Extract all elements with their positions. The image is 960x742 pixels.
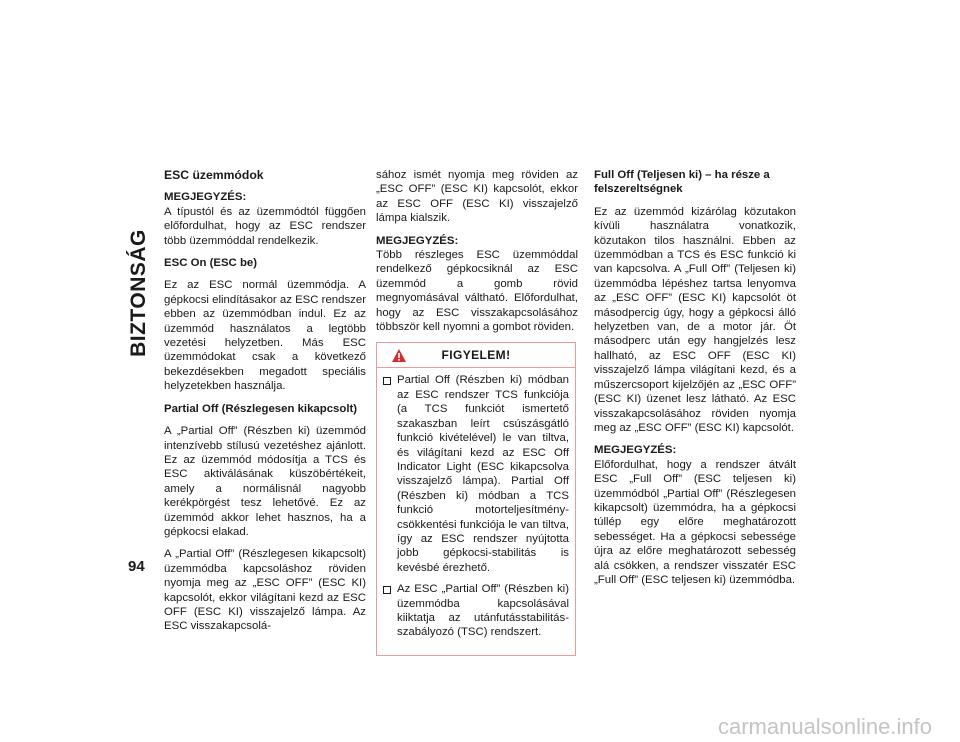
partial-off-text-2: A „Partial Off” (Részlegesen kikapcsolt) üzemmódba kapcsoláshoz röviden nyomja meg az „ESC OFF” (ESC KI) kapcsolót, ekkor világítani kezd az ESC OFF (ESC KI) visszajelző lámpa. Az ESC visszakapcsolá- — [164, 548, 366, 633]
column-3 — [594, 168, 796, 595]
warning-box — [376, 342, 576, 655]
note-text: A típustól és az üzemmódtól függően előfordulhat, hogy az ESC rendszer több üzemmóddal rendelkezik. — [164, 205, 366, 247]
full-off-text: Ez az üzemmód kizárólag közutakon kívüli használatra vonatkozik, közutakon tilos használni. Ebben az üzemmódban a TCS és ESC funkció ki van kapcsolva. A „Full Off” (Teljesen ki) üzemmódba lépéshez tartsa lenyomva az „ESC OFF” (ESC KI) kapcsolót öt másodpercig úgy, hogy a gépkocsi álló helyzetben van, de a motor jár. Öt másodperc után egy hangjelzés lesz hallható, az ESC OFF (ESC KI) visszajelző lámpa világítani kezd, és a műszercsoport kijelzőjén az „ESC OFF” (ESC KI) üzenet lesz látható. Az ESC visszakapcsolásához röviden nyomja meg az „ESC OFF” (ESC KI) kapcsolót. — [594, 205, 796, 434]
warning-header — [377, 343, 575, 368]
watermark: carmanualsonline.info — [717, 714, 932, 739]
warning-body — [377, 368, 575, 654]
section-side-tab — [124, 163, 154, 423]
warning-triangle-icon — [391, 347, 407, 371]
checkbox-bullet-icon — [383, 377, 391, 385]
esc-on-title: ESC On (ESC be) — [164, 257, 258, 270]
checkbox-bullet-icon — [383, 586, 391, 594]
warning-item-text: Az ESC „Partial Off” (Részben ki) üzemmódba kapcsolásával kiiktatja az utánfutásstabilitás-szabályozó (TSC) rendszert. — [397, 583, 569, 639]
partial-off-title: Partial Off (Részlegesen kikapcsolt) — [164, 402, 358, 415]
note-label: MEGJEGYZÉS: — [376, 234, 459, 247]
warning-item — [383, 373, 569, 575]
page-number: 94 — [128, 558, 145, 575]
column-1 — [164, 168, 366, 642]
section-label: BIZTONSÁG — [127, 229, 150, 357]
note-label: MEGJEGYZÉS: — [594, 444, 677, 457]
column-2 — [376, 168, 578, 656]
esc-on-text: Ez az ESC normál üzemmódja. A gépkocsi elindításakor az ESC rendszer ebben az üzemmódban indul. Ez az üzemmód használatos a legtöbb vezetési helyzetben. Más ESC üzemmódokat csak a következő bekezdésekben megadott speciális helyzetekben használja. — [164, 279, 366, 393]
note-2 — [376, 234, 578, 335]
warning-item — [383, 582, 569, 640]
continued-text: sához ismét nyomja meg röviden az „ESC OFF” (ESC KI) kapcsolót, ekkor az ESC OFF (ESC KI) visszajelző lámpa kialszik. — [376, 169, 578, 225]
full-off-title: Full Off (Teljesen ki) – ha része a felszereltségnek — [594, 169, 770, 196]
note-label: MEGJEGYZÉS: — [164, 191, 247, 204]
note-text: Előfordulhat, hogy a rendszer átvált ESC „Full Off” (ESC teljesen ki) üzemmódból „Partial Off” (Részlegesen kikapcsolt) üzemmódra, ha a gépkocsi túllép egy előre meghatározott sebességet. Ha a gépkocsi sebessége újra az előre meghatározott sebesség alá csökken, a rendszer visszatér ESC „Full Off” (ESC teljesen ki) üzemmódba. — [594, 458, 796, 586]
warning-item-text: Partial Off (Részben ki) módban az ESC rendszer TCS funkciója (a TCS funkciót ismertető szakaszban leírt csúszásgátló funkció kivételével) le van tiltva, és világítani kezd az ESC Off Indicator Light (ESC kikapcsolva visszajelző lámpa). Partial Off (Részben ki) módban a TCS funkció motorteljesítmény-csökkentési funkciója le van tiltva, így az ESC rendszer nyújtotta jobb gépkocsi-stabilitás is kevésbé érezhető. — [397, 374, 569, 574]
warning-title: FIGYELEM! — [441, 348, 511, 363]
section-heading: ESC üzemmódok — [164, 168, 264, 182]
partial-off-text-1: A „Partial Off” (Részben ki) üzemmód intenzívebb stílusú vezetéshez ajánlott. Ez az üzemmód módosítja a TCS és ESC aktiválásának küszöbértékeit, amely a normálisnál nagyobb kerékpörgést tesz lehetővé. Ez az üzemmód akkor lehet hasznos, ha a gépkocsi elakad. — [164, 425, 366, 538]
note-3 — [594, 443, 796, 587]
note-text: Több részleges ESC üzemmóddal rendelkező gépkocsiknál az ESC üzemmód a gomb rövid megnyomásával váltható. Előfordulhat, hogy az ESC visszakapcsolásához többször kell nyomni a gombot röviden. — [376, 249, 578, 334]
note-1 — [164, 190, 366, 248]
